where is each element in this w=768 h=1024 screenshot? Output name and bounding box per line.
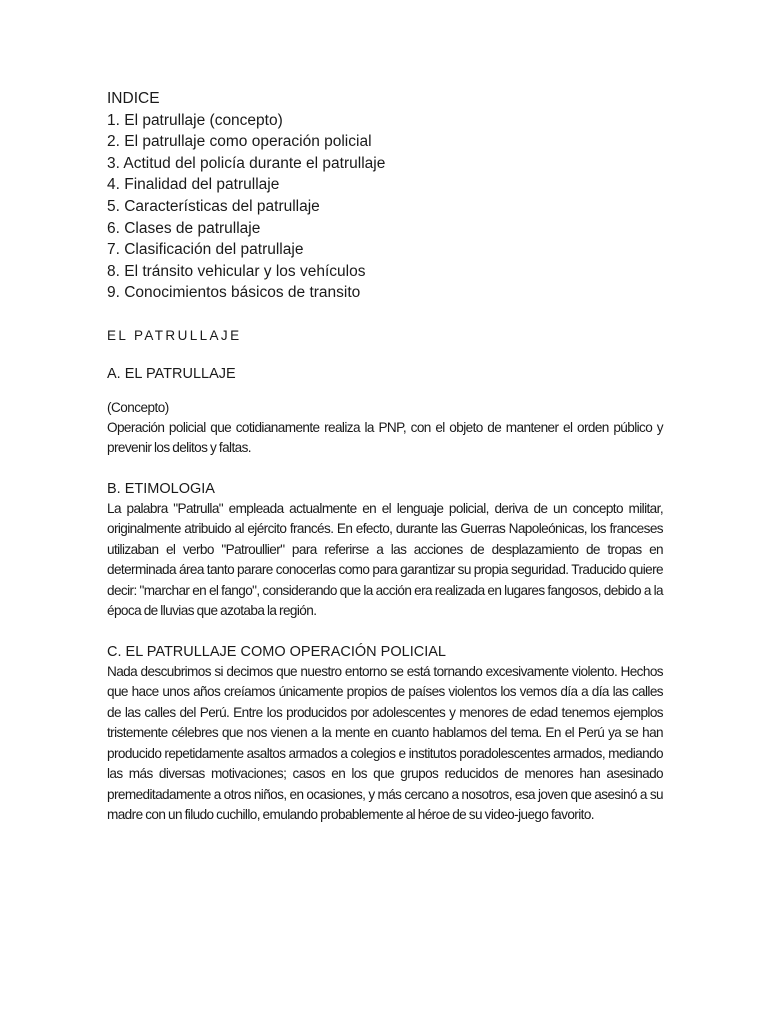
index-item: 1. El patrullaje (concepto) [107, 111, 283, 129]
section-b-paragraph: La palabra "Patrulla" empleada actualmente en el lenguaje policial, deriva de un concepto militar, originalmente atribuido al ejército francés. En efecto, durante las Guerras Napoleónicas, los franceses utilizaban el verbo "Patroullier" para referirse a las acciones de desplazamiento de tropas en determinada área tanto parare conocerlas como para garantizar su propia seguridad. Traducido quiere decir: "marchar en el fango", considerando que la acción era realizada en lugares fangosos, debido a la época de lluvias que azotaba la región. [107, 500, 663, 619]
index-item: 6. Clases de patrullaje [107, 219, 261, 237]
section-a-paragraph: Operación policial que cotidianamente realiza la PNP, con el objeto de mantener el orden público y prevenir los delitos y faltas. [107, 419, 663, 456]
index-item: 4. Finalidad del patrullaje [107, 176, 280, 194]
document-heading: EL PATRULLAJE [107, 327, 242, 343]
index-item: 3. Actitud del policía durante el patrullaje [107, 154, 386, 172]
index-item: 9. Conocimientos básicos de transito [107, 284, 361, 302]
index-item: 2. El patrullaje como operación policial [107, 133, 372, 151]
index-title: INDICE [107, 90, 160, 107]
section-a-heading: A. EL PATRULLAJE [107, 365, 236, 382]
section-c-heading: C. EL PATRULLAJE COMO OPERACIÓN POLICIAL [107, 643, 446, 660]
index-item: 5. Características del patrullaje [107, 197, 320, 215]
table-of-contents [107, 88, 663, 304]
index-item: 8. El tránsito vehicular y los vehículos [107, 262, 366, 280]
document-page [107, 88, 663, 826]
index-item: 7. Clasificación del patrullaje [107, 241, 304, 259]
section-a-sublabel: (Concepto) [107, 399, 169, 415]
section-c-paragraph: Nada descubrimos si decimos que nuestro entorno se está tornando excesivamente violento. Hechos que hace unos años creíamos únicamente propios de países violentos los vemos día a día las calles de las calles del Perú. Entre los producidos por adolescentes y menores de edad tenemos ejemplos tristemente célebres que nos vienen a la mente en cuanto hablamos del tema. En el Perú ya se han producido repetidamente asaltos armados a colegios e institutos poradolescentes armados, mediando las más diversas motivaciones; casos en los que grupos reducidos de menores han asesinado premeditadamente a otros niños, en ocasiones, y más cercano a nosotros, esa joven que asesinó a su madre con un filudo cuchillo, emulando probablemente al héroe de su video-juego favorito. [107, 663, 663, 823]
section-b-heading: B. ETIMOLOGIA [107, 480, 215, 497]
